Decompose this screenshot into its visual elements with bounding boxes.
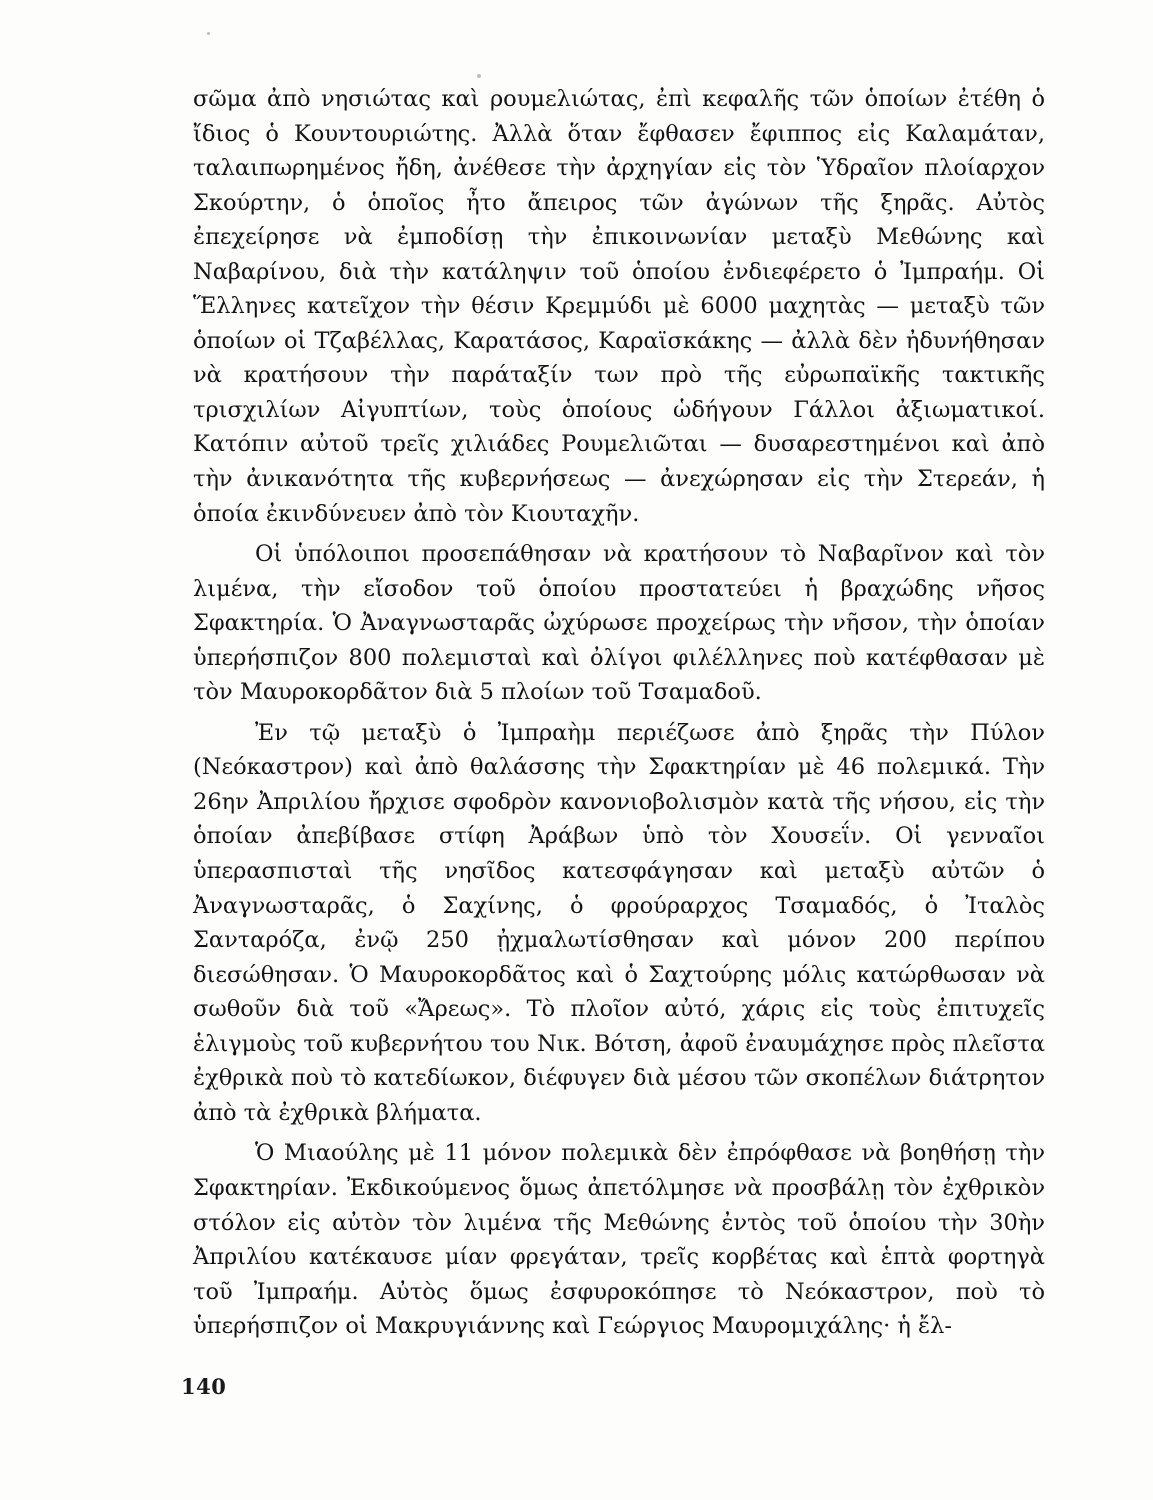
- paragraph: Οἱ ὑπόλοιποι προσεπάθησαν νὰ κρατήσουν τὸ Ναβαρῖνον καὶ τὸν λιμένα, τὴν εἴσοδον τοῦ ὁποίου προστατεύει ἡ βραχώδης νῆσος Σφακτηρία. Ὁ Ἀναγνωσταρᾶς ὠχύρωσε προχείρως τὴν νῆσον, τὴν ὁποίαν ὑπερήσπιζον 800 πολεμισταὶ καὶ ὀλίγοι φιλέλληνες ποὺ κατέφθασαν μὲ τὸν Μαυροκορδᾶτον διὰ 5 πλοίων τοῦ Τσαμαδοῦ.: [193, 541, 1045, 706]
- body-text: [193, 82, 1045, 1344]
- paragraph: Ἐν τῷ μεταξὺ ὁ Ἰμπραὴμ περιέζωσε ἀπὸ ξηρᾶς τὴν Πύλον (Νεόκαστρον) καὶ ἀπὸ θαλάσσης τὴν Σφακτηρίαν μὲ 46 πολεμικά. Τὴν 26ην Ἀπριλίου ἤρχισε σφοδρὸν κανονιοβολισμὸν κατὰ τῆς νήσου, εἰς τὴν ὁποίαν ἀπεβίβασε στίφη Ἀράβων ὑπὸ τὸν Χουσεΐν. Οἱ γενναῖοι ὑπερασπισταὶ τῆς νησῖδος κατεσφάγησαν καὶ μεταξὺ αὐτῶν ὁ Ἀναγνωσταρᾶς, ὁ Σαχίνης, ὁ φρούραρχος Τσαμαδός, ὁ Ἰταλὸς Σανταρόζα, ἐνῷ 250 ᾐχμαλωτίσθησαν καὶ μόνον 200 περίπου διεσώθησαν. Ὁ Μαυροκορδᾶτος καὶ ὁ Σαχτούρης μόλις κατώρθωσαν νὰ σωθοῦν διὰ τοῦ «Ἄρεως». Τὸ πλοῖον αὐτό, χάρις εἰς τοὺς ἐπιτυχεῖς ἑλιγμοὺς τοῦ κυβερνήτου του Νικ. Βότση, ἀφοῦ ἐναυμάχησε πρὸς πλεῖστα ἐχθρικὰ ποὺ τὸ κατεδίωκον, διέφυγεν διὰ μέσου τῶν σκοπέλων διάτρητον ἀπὸ τὰ ἐχθρικὰ βλήματα.: [193, 719, 1045, 1126]
- paragraph: σῶμα ἀπὸ νησιώτας καὶ ρουμελιώτας, ἐπὶ κεφαλῆς τῶν ὁποίων ἐτέθη ὁ ἴδιος ὁ Κουντουριώτης. Ἀλλὰ ὅταν ἔφθασεν ἔφιππος εἰς Καλαμάταν, ταλαιπωρημένος ἤδη, ἀνέθεσε τὴν ἀρχηγίαν εἰς τὸν Ὑδραῖον πλοίαρχον Σκούρτην, ὁ ὁποῖος ἦτο ἄπειρος τῶν ἀγώνων τῆς ξηρᾶς. Αὐτὸς ἐπεχείρησε νὰ ἐμποδίσῃ τὴν ἐπικοινωνίαν μεταξὺ Μεθώνης καὶ Ναβαρίνου, διὰ τὴν κατάληψιν τοῦ ὁποίου ἐνδιεφέρετο ὁ Ἰμπραήμ. Οἱ Ἕλληνες κατεῖχον τὴν θέσιν Κρεμμύδι μὲ 6000 μαχητὰς — μεταξὺ τῶν ὁποίων οἱ Τζαβέλλας, Καρατάσος, Καραϊσκάκης — ἀλλὰ δὲν ἠδυνήθησαν νὰ κρατήσουν τὴν παράταξίν των πρὸ τῆς εὐρωπαϊκῆς τακτικῆς τρισχιλίων Αἰγυπτίων, τοὺς ὁποίους ὡδήγουν Γάλλοι ἀξιωματικοί. Κατόπιν αὐτοῦ τρεῖς χιλιάδες Ρουμελιῶται — δυσαρεστημένοι καὶ ἀπὸ τὴν ἀνικανότητα τῆς κυβερνήσεως — ἀνεχώρησαν εἰς τὴν Στερεάν, ἡ ὁποία ἐκινδύνευεν ἀπὸ τὸν Κιουταχῆν.: [193, 86, 1045, 527]
- paragraph: Ὁ Μιαούλης μὲ 11 μόνον πολεμικὰ δὲν ἐπρόφθασε νὰ βοηθήσῃ τὴν Σφακτηρίαν. Ἐκδικούμενος ὅμως ἀπετόλμησε νὰ προσβάλῃ τὸν ἐχθρικὸν στόλον εἰς αὐτὸν τὸν λιμένα τῆς Μεθώνης ἐντὸς τοῦ ὁποίου τὴν 30ὴν Ἀπριλίου κατέκαυσε μίαν φρεγάταν, τρεῖς κορβέτας καὶ ἑπτὰ φορτηγὰ τοῦ Ἰμπραήμ. Αὐτὸς ὅμως ἐσφυροκόπησε τὸ Νεόκαστρον, ποὺ τὸ ὑπερήσπιζον οἱ Μακρυγιάννης καὶ Γεώργιος Μαυρομιχάλης· ἡ ἔλ-: [193, 1140, 1045, 1340]
- paper-speck: [477, 74, 481, 78]
- paper-speck: [207, 32, 210, 35]
- page-number: 140: [181, 1374, 227, 1399]
